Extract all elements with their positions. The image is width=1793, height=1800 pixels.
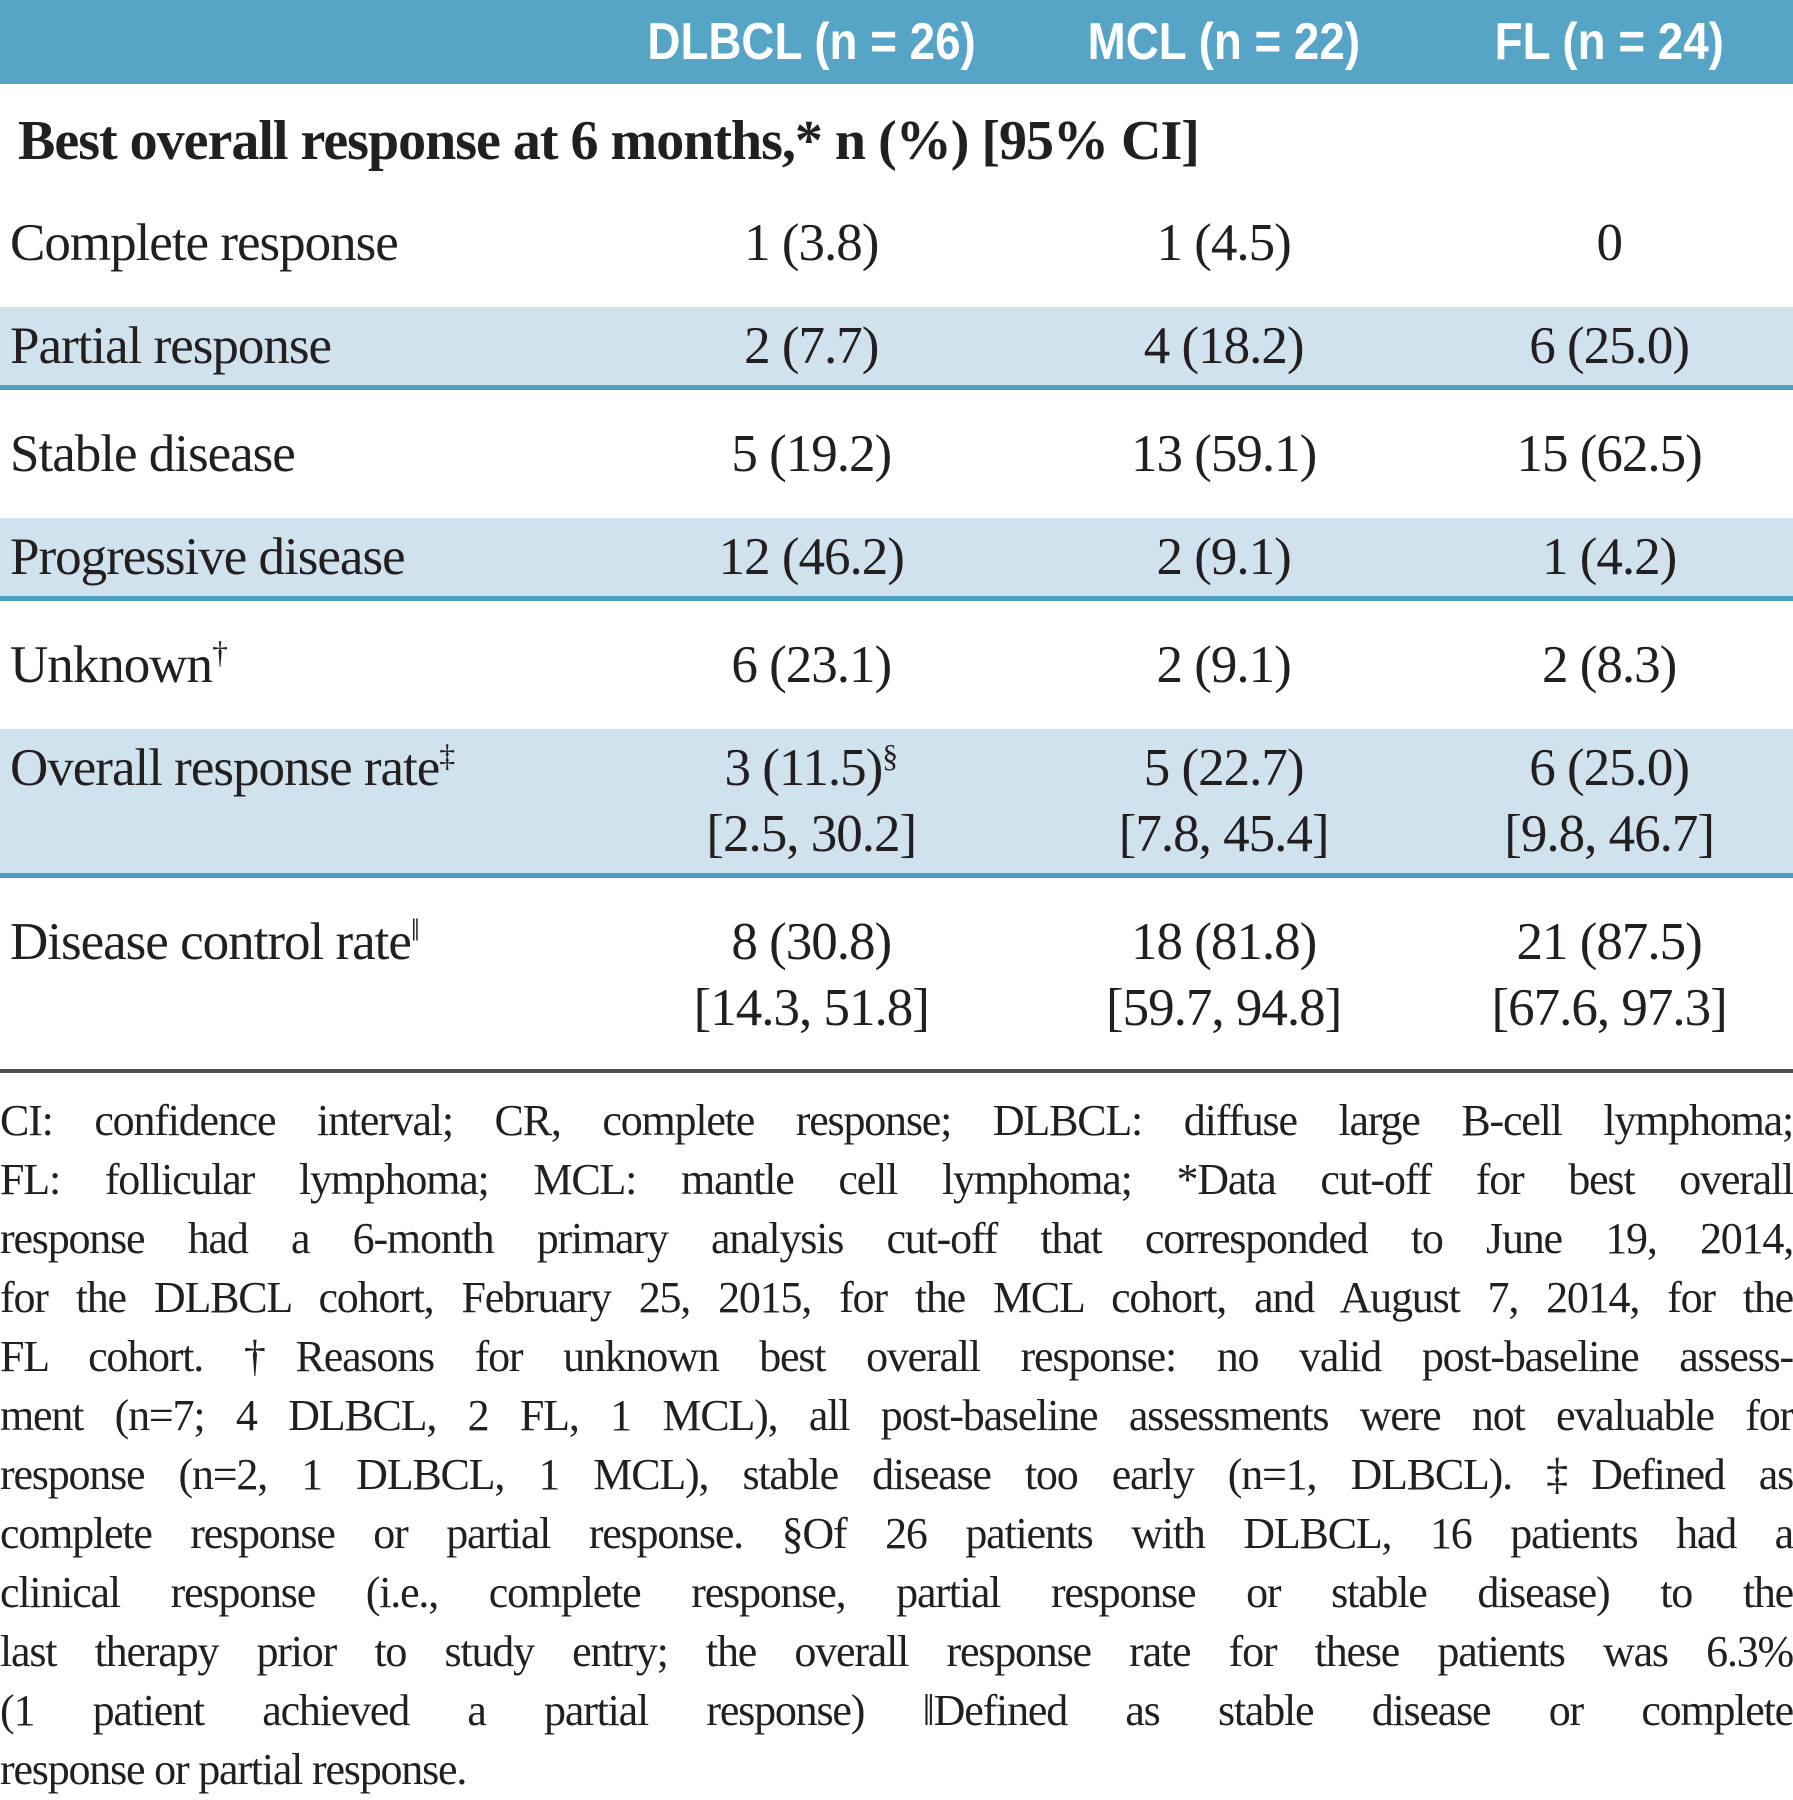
cell-value: 8 (30.8) — [731, 913, 892, 971]
double-bar-superscript: ‖ — [410, 912, 420, 948]
dagger-superscript: † — [212, 635, 228, 671]
cell-mcl: 4 (18.2) — [1143, 317, 1304, 375]
cell-ci: [2.5, 30.2] — [706, 805, 917, 863]
footnote-line: (1 patient achieved a partial response) ‖Defined as stable disease or complete — [0, 1686, 1793, 1735]
row-overall-response-rate — [0, 729, 1793, 878]
row-progressive-disease — [0, 518, 1793, 601]
cell-dlbcl: 6 (23.1) — [731, 636, 892, 694]
cell-mcl: 13 (59.1) — [1131, 425, 1317, 483]
row-unknown — [0, 612, 1793, 718]
footnote-line: CI: confidence interval; CR, complete response; DLBCL: diffuse large B-cell lymphoma; — [0, 1096, 1793, 1145]
row-label: Unknown† — [10, 635, 228, 694]
row-label: Overall response rate‡ — [10, 738, 456, 797]
section-title: Best overall response at 6 months,* n (%) [95% CI] — [18, 110, 1199, 172]
cell-dlbcl — [601, 739, 1022, 863]
cell-fl: 1 (4.2) — [1542, 528, 1677, 586]
footnote-line: FL cohort. †Reasons for unknown best overall response: no valid post-baseline assess- — [0, 1332, 1793, 1381]
cell-ci: [67.6, 97.3] — [1491, 979, 1727, 1037]
table-header-row — [0, 0, 1793, 84]
cell-ci: [9.8, 46.7] — [1504, 805, 1715, 863]
row-disease-control-rate — [0, 889, 1793, 1061]
cell-fl: 0 — [1596, 214, 1622, 272]
section-sign-superscript: § — [882, 738, 899, 774]
cell-value: 21 (87.5) — [1516, 913, 1702, 971]
row-label: Disease control rate‖ — [10, 912, 420, 971]
cell-mcl — [1022, 913, 1425, 1037]
cell-dlbcl: 2 (7.7) — [744, 317, 879, 375]
footnote-line: response (n=2, 1 DLBCL, 1 MCL), stable disease too early (n=1, DLBCL). ‡Defined as — [0, 1450, 1793, 1499]
table-bottom-rule — [0, 1069, 1793, 1073]
row-label: Stable disease — [10, 425, 295, 483]
footnote-line: response had a 6-month primary analysis cut-off that corresponded to June 19, 2014, — [0, 1214, 1793, 1263]
cell-dlbcl — [601, 913, 1022, 1037]
cell-dlbcl: 1 (3.8) — [744, 214, 879, 272]
cell-mcl — [1022, 739, 1425, 863]
row-label: Progressive disease — [10, 528, 405, 586]
footnote-line: for the DLBCL cohort, February 25, 2015, for the MCL cohort, and August 7, 2014, for the — [0, 1273, 1793, 1322]
cell-ci: [7.8, 45.4] — [1118, 805, 1329, 863]
footnote — [0, 1091, 1793, 1799]
cell-mcl: 2 (9.1) — [1156, 528, 1291, 586]
cell-fl — [1425, 739, 1793, 863]
col-header-dlbcl: DLBCL (n = 26) — [647, 13, 976, 71]
cell-fl — [1425, 913, 1793, 1037]
cell-value: 18 (81.8) — [1131, 913, 1317, 971]
cell-fl: 15 (62.5) — [1516, 425, 1702, 483]
row-stable-disease — [0, 401, 1793, 507]
row-complete-response — [0, 190, 1793, 296]
cell-value: 5 (22.7) — [1143, 739, 1304, 797]
col-header-fl: FL (n = 24) — [1494, 13, 1724, 71]
cell-dlbcl: 5 (19.2) — [731, 425, 892, 483]
footnote-line: response or partial response. — [0, 1745, 467, 1794]
row-label: Complete response — [10, 214, 398, 272]
footnote-line: ment (n=7; 4 DLBCL, 2 FL, 1 MCL), all post-baseline assessments were not evaluable for — [0, 1391, 1793, 1440]
footnote-line: FL: follicular lymphoma; MCL: mantle cell lymphoma; *Data cut-off for best overall — [0, 1155, 1793, 1204]
cell-fl: 2 (8.3) — [1542, 636, 1677, 694]
double-dagger-superscript: ‡ — [439, 738, 456, 774]
footnote-line: complete response or partial response. §Of 26 patients with DLBCL, 16 patients had a — [0, 1509, 1793, 1558]
cell-ci: [59.7, 94.8] — [1106, 979, 1342, 1037]
col-header-mcl: MCL (n = 22) — [1087, 13, 1360, 71]
footnote-line: last therapy prior to study entry; the overall response rate for these patients was 6.3% — [0, 1627, 1793, 1676]
cell-mcl: 1 (4.5) — [1156, 214, 1291, 272]
row-label: Partial response — [10, 317, 332, 375]
cell-ci: [14.3, 51.8] — [693, 979, 929, 1037]
footnote-line: clinical response (i.e., complete response, partial response or stable disease) to the — [0, 1568, 1793, 1617]
row-partial-response — [0, 307, 1793, 390]
cell-dlbcl: 12 (46.2) — [718, 528, 904, 586]
cell-value: 3 (11.5)§ — [724, 738, 899, 797]
cell-value: 6 (25.0) — [1529, 739, 1690, 797]
cell-fl: 6 (25.0) — [1529, 317, 1690, 375]
cell-mcl: 2 (9.1) — [1156, 636, 1291, 694]
